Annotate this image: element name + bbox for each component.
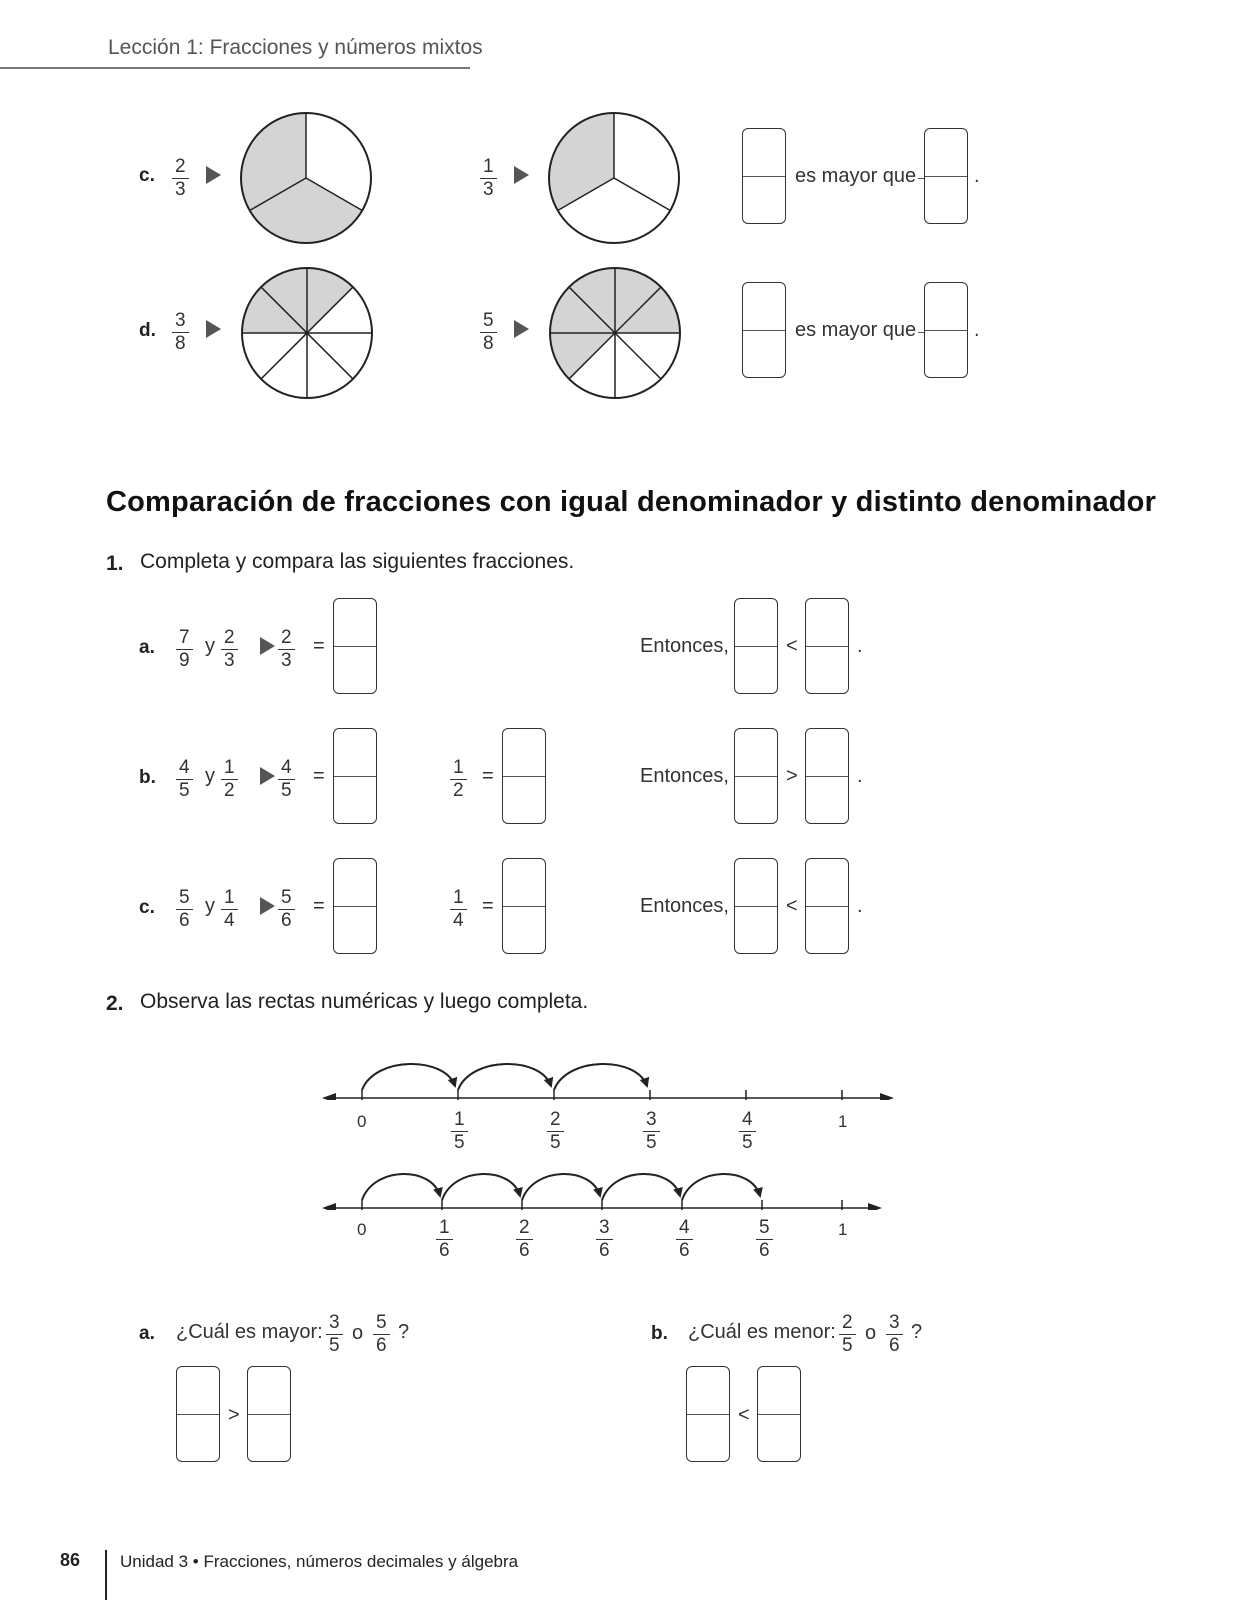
pie-eighths-5-shaded [548,266,682,400]
period: . [857,765,863,787]
fraction: $\frac{1}{2}$ [221,758,238,801]
fraction: $\frac{4}{5}$ [278,758,295,801]
fraction: $\frac{4}{5}$ [176,758,193,801]
tick-label: $\frac{2}{5}$ [547,1110,564,1153]
operator: > [786,765,798,787]
page-number: 86 [60,1550,81,1570]
answer-box[interactable] [333,858,377,954]
tick-zero: 0 [357,1112,367,1131]
answer-box[interactable] [502,858,546,954]
tick-one: 1 [838,1112,848,1131]
fraction: $\frac{2}{3}$ [221,628,238,671]
lesson-header: Lección 1: Fracciones y números mixtos [108,36,483,59]
section-title: Comparación de fracciones con igual denominador y distinto denominador [106,486,1157,518]
answer-box[interactable] [734,858,778,954]
then-text: Entonces, [640,765,729,787]
equals: = [482,765,494,787]
then-text: Entonces, [640,895,729,917]
fraction: $\frac{5}{6}$ [278,888,295,931]
equals: = [313,895,325,917]
unit-title: Unidad 3 • Fracciones, números decimales y álgebra [120,1552,519,1571]
answer-box[interactable] [742,128,786,224]
row-label-b: b. [139,767,156,788]
answer-box[interactable] [734,728,778,824]
fraction-c2: $\frac{1}{3}$ [480,157,497,200]
answer-box[interactable] [333,728,377,824]
operator: < [738,1404,750,1426]
tick-label: $\frac{4}{6}$ [676,1218,693,1261]
pie-thirds-2-shaded [238,110,374,246]
and-text: y [205,895,215,917]
answer-box[interactable] [757,1366,801,1462]
answer-box[interactable] [924,282,968,378]
question-number: 2. [106,992,124,1015]
question-number: 1. [106,552,124,575]
equals: = [313,765,325,787]
operator: < [786,635,798,657]
answer-box[interactable] [742,282,786,378]
item-label-c: c. [139,165,155,186]
arrow-icon [260,897,275,915]
period: . [857,635,863,657]
pie-thirds-1-shaded [546,110,682,246]
footer-divider [105,1550,107,1600]
and-text: y [205,635,215,657]
question-text: ¿Cuál es mayor: [176,1321,323,1343]
question-text: Observa las rectas numéricas y luego completa. [140,990,589,1013]
compare-text: es mayor que [795,165,917,187]
or-text: o [352,1322,364,1344]
fraction: $\frac{5}{6}$ [176,888,193,931]
fraction: $\frac{1}{4}$ [450,888,467,931]
answer-box[interactable] [502,728,546,824]
tick-label: $\frac{5}{6}$ [756,1218,773,1261]
fraction: $\frac{2}{3}$ [278,628,295,671]
arrow-icon [260,637,275,655]
number-line-fifths [320,1050,900,1100]
answer-box[interactable] [686,1366,730,1462]
question-mark: ? [911,1321,923,1343]
tick-zero: 0 [357,1220,367,1239]
answer-box[interactable] [805,858,849,954]
pie-eighths-3-shaded [240,266,374,400]
answer-box[interactable] [805,598,849,694]
answer-box[interactable] [805,728,849,824]
item-label-a: a. [139,1323,155,1344]
question-mark: ? [398,1321,410,1343]
number-line-sixths [320,1160,900,1210]
then-text: Entonces, [640,635,729,657]
question-text: ¿Cuál es menor: [688,1321,836,1343]
arrow-icon [514,166,529,184]
arrow-icon [206,320,221,338]
answer-box[interactable] [176,1366,220,1462]
operator: > [228,1404,240,1426]
tick-label: $\frac{1}{6}$ [436,1218,453,1261]
header-rule [0,67,470,69]
answer-box[interactable] [924,128,968,224]
equals: = [313,635,325,657]
fraction: $\frac{7}{9}$ [176,628,193,671]
tick-label: $\frac{3}{5}$ [643,1110,660,1153]
fraction-d1: $\frac{3}{8}$ [172,311,189,354]
arrow-icon [260,767,275,785]
fraction: $\frac{3}{6}$ [886,1313,903,1356]
and-text: y [205,765,215,787]
arrow-icon [206,166,221,184]
fraction: $\frac{5}{6}$ [373,1313,390,1356]
fraction: $\frac{1}{2}$ [450,758,467,801]
answer-box[interactable] [734,598,778,694]
tick-one: 1 [838,1220,848,1239]
row-label-a: a. [139,637,155,658]
row-label-c: c. [139,897,155,918]
answer-box[interactable] [333,598,377,694]
period: . [974,319,980,341]
fraction: $\frac{2}{5}$ [839,1313,856,1356]
arrow-icon [514,320,529,338]
or-text: o [865,1322,877,1344]
operator: < [786,895,798,917]
tick-label: $\frac{2}{6}$ [516,1218,533,1261]
tick-label: $\frac{1}{5}$ [451,1110,468,1153]
period: . [974,165,980,187]
compare-text: es mayor que [795,319,917,341]
fraction-c1: $\frac{2}{3}$ [172,157,189,200]
fraction-d2: $\frac{5}{8}$ [480,311,497,354]
question-text: Completa y compara las siguientes fracciones. [140,550,575,573]
tick-label: $\frac{3}{6}$ [596,1218,613,1261]
period: . [857,895,863,917]
item-label-b: b. [651,1323,668,1344]
fraction: $\frac{3}{5}$ [326,1313,343,1356]
equals: = [482,895,494,917]
item-label-d: d. [139,320,156,341]
answer-box[interactable] [247,1366,291,1462]
fraction: $\frac{1}{4}$ [221,888,238,931]
tick-label: $\frac{4}{5}$ [739,1110,756,1153]
